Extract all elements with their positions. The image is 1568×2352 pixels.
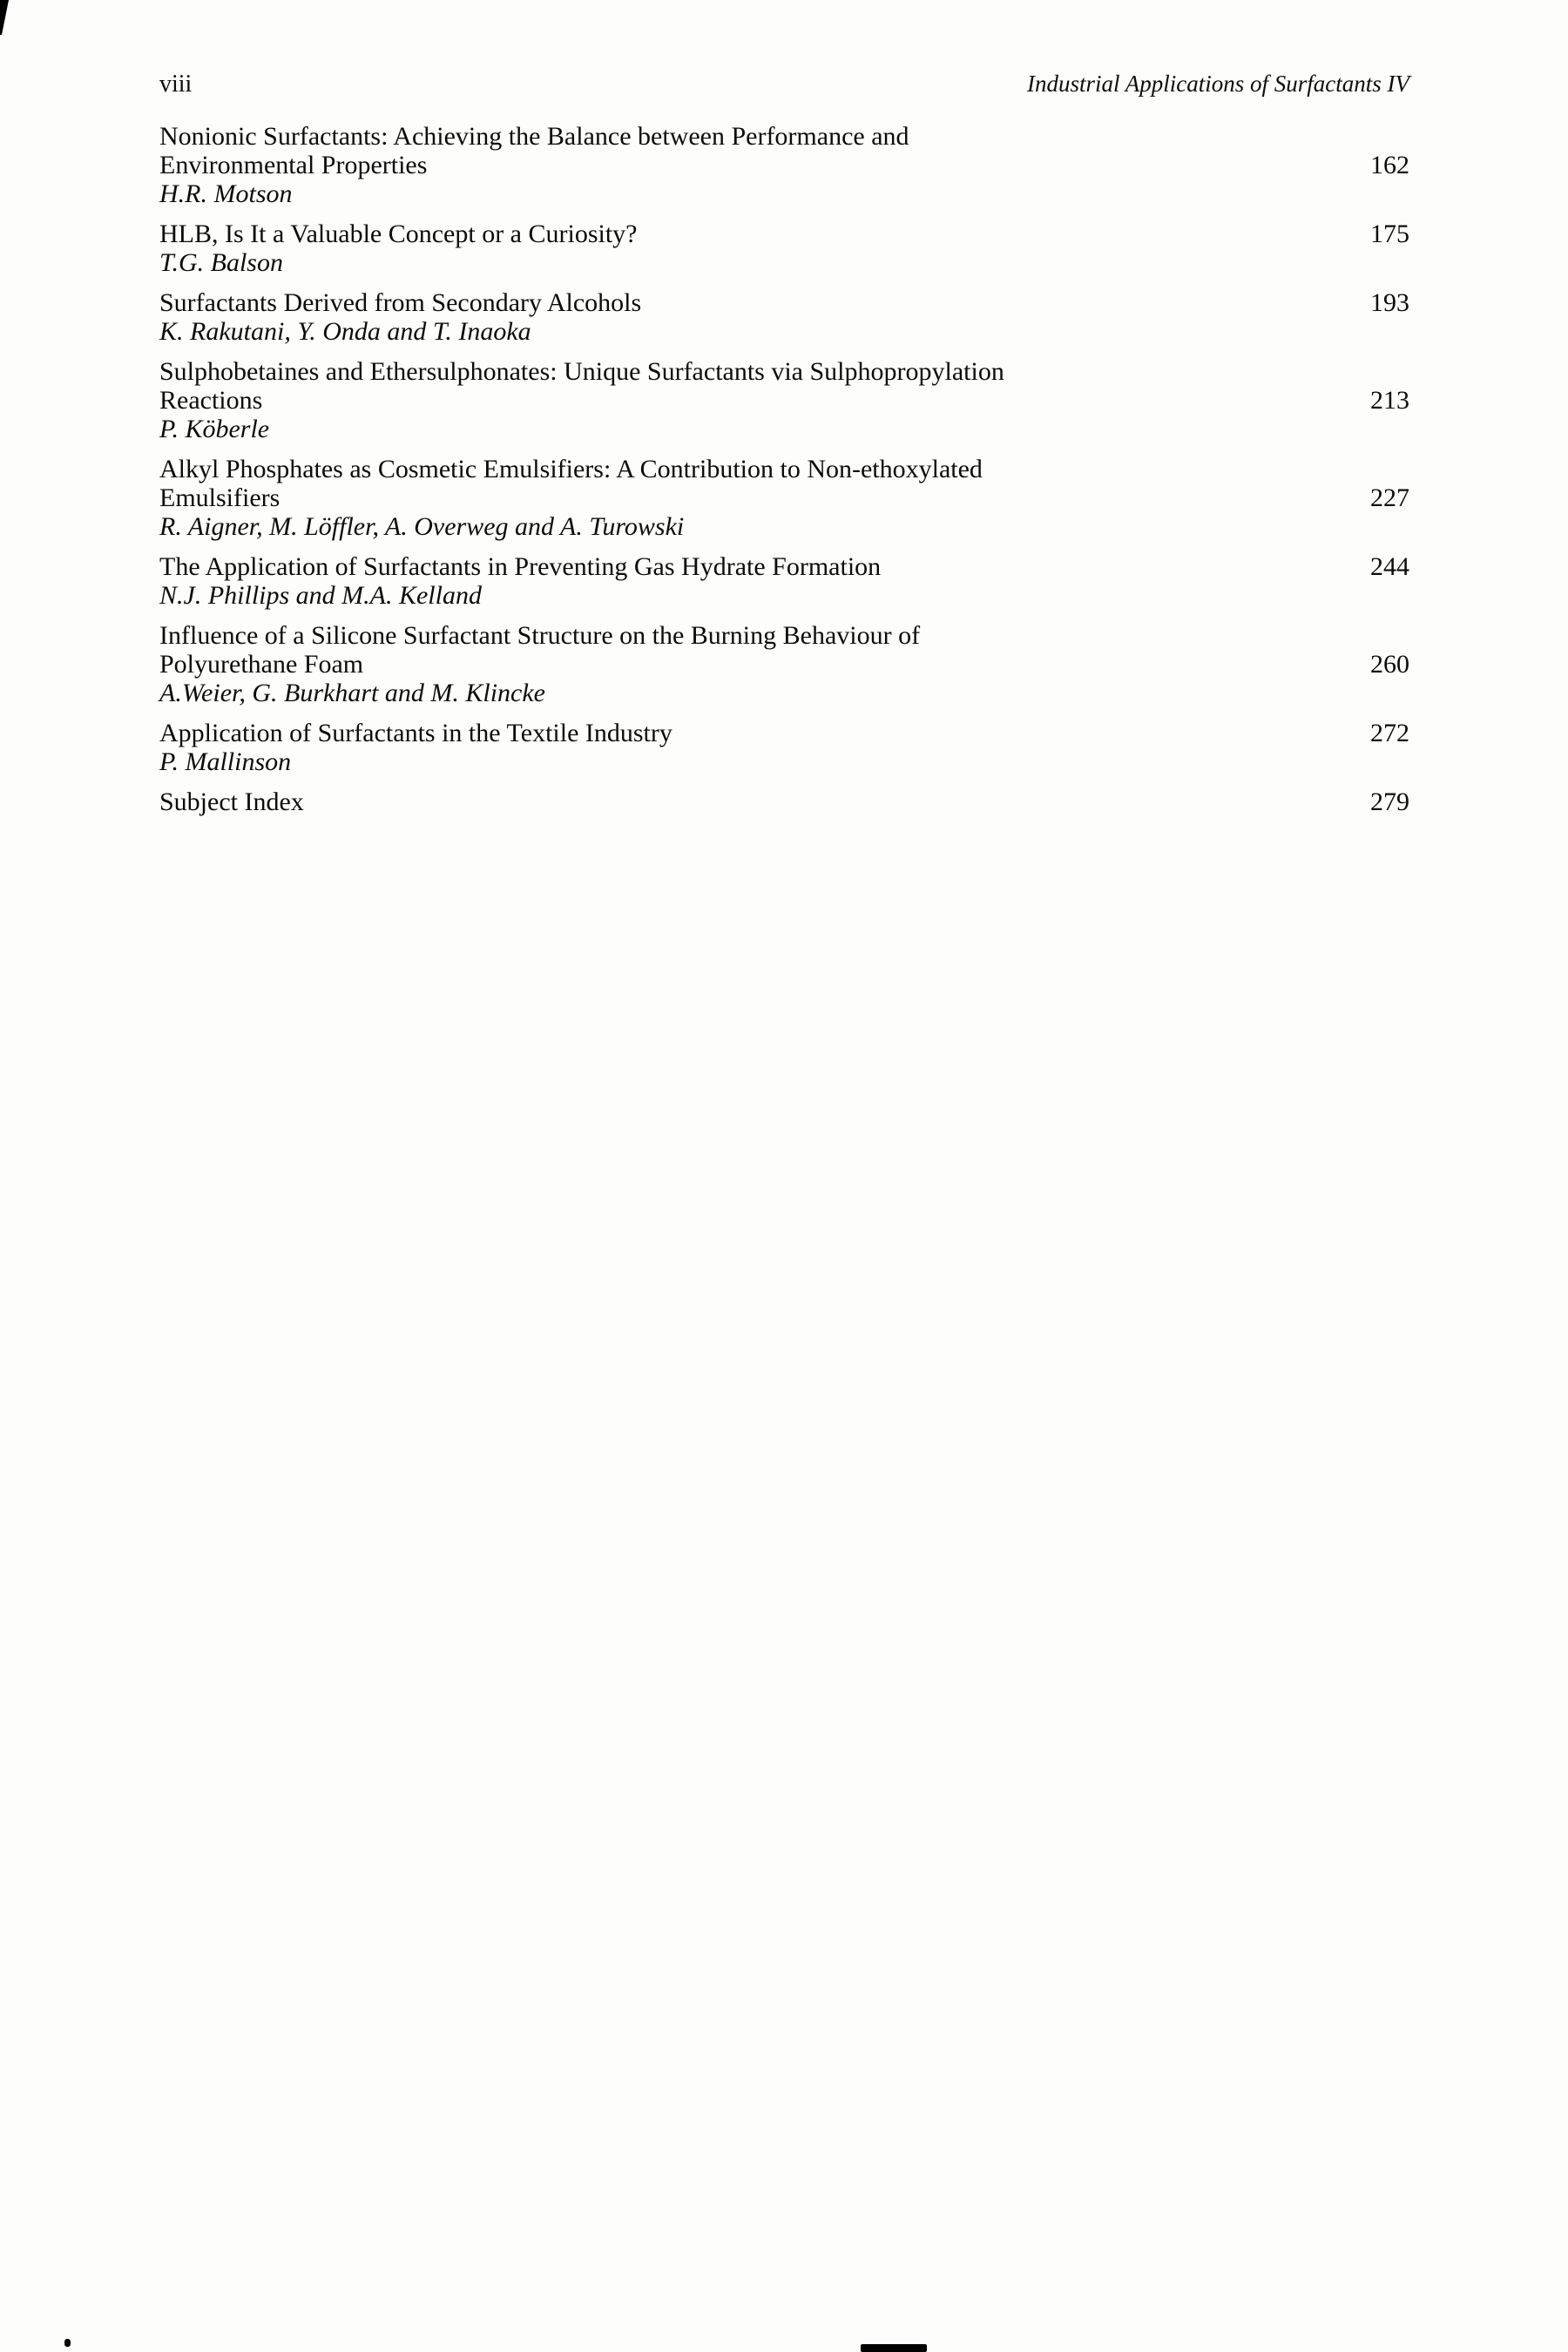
toc-entry (159, 552, 1409, 610)
toc-page-number: 162 (1370, 151, 1409, 179)
toc-authors: A.Weier, G. Burkhart and M. Klincke (159, 679, 545, 707)
toc-title-text: HLB, Is It a Valuable Concept or a Curiosity? (159, 220, 638, 248)
toc-page-number: 260 (1370, 650, 1409, 679)
toc-title-text: Sulphobetaines and Ethersulphonates: Unique Surfactants via Sulphopropylation (159, 357, 1004, 386)
toc-authors: P. Mallinson (159, 747, 292, 776)
toc-title-line (159, 621, 1409, 650)
toc-title-line (159, 386, 1409, 415)
toc-title-line (159, 455, 1409, 483)
toc-entry (159, 787, 1409, 816)
toc-title-line (159, 151, 1409, 179)
toc-entry (159, 357, 1409, 443)
toc-authors: T.G. Balson (159, 248, 283, 277)
toc-authors: P. Köberle (159, 415, 270, 443)
toc-entry (159, 288, 1409, 346)
toc-title-text: Influence of a Silicone Surfactant Structure on the Burning Behaviour of (159, 621, 921, 650)
scan-artifact (861, 2344, 927, 2352)
toc-page-number: 213 (1370, 386, 1409, 415)
toc-entry (159, 719, 1409, 776)
toc-title-text: Nonionic Surfactants: Achieving the Balance between Performance and (159, 122, 909, 151)
toc-title-line (159, 650, 1409, 679)
toc-title-text: Polyurethane Foam (159, 650, 364, 679)
toc-title-line (159, 220, 1409, 248)
toc-title-text: The Application of Surfactants in Preventing Gas Hydrate Formation (159, 552, 882, 581)
running-header: Industrial Applications of Surfactants IV (1026, 71, 1409, 97)
toc-title-line (159, 357, 1409, 386)
toc-title-line (159, 122, 1409, 151)
toc-entry (159, 621, 1409, 707)
toc-title-line (159, 483, 1409, 512)
toc-title-text: Alkyl Phosphates as Cosmetic Emulsifiers: A Contribution to Non-ethoxylated (159, 455, 983, 483)
toc-entry (159, 220, 1409, 277)
toc-page-number: 227 (1370, 483, 1409, 512)
toc-page-number: 279 (1370, 787, 1409, 816)
toc-title-text: Surfactants Derived from Secondary Alcohols (159, 288, 642, 317)
toc-title-line (159, 787, 1409, 816)
page-header (159, 70, 1409, 98)
toc-title-text: Emulsifiers (159, 483, 280, 512)
toc-authors: R. Aigner, M. Löffler, A. Overweg and A. Turowski (159, 512, 685, 541)
toc-page-number: 272 (1370, 719, 1409, 747)
scan-artifact (64, 2339, 71, 2347)
toc-list (159, 122, 1409, 816)
toc-title-text: Subject Index (159, 787, 304, 816)
toc-title-line (159, 719, 1409, 747)
toc-title-text: Environmental Properties (159, 151, 428, 179)
toc-page-number: 244 (1370, 552, 1409, 581)
toc-authors: N.J. Phillips and M.A. Kelland (159, 581, 482, 610)
toc-page-number: 193 (1370, 288, 1409, 317)
toc-authors: K. Rakutani, Y. Onda and T. Inaoka (159, 317, 531, 346)
page-folio: viii (159, 71, 193, 98)
toc-title-text: Reactions (159, 386, 263, 415)
toc-page-number: 175 (1370, 220, 1409, 248)
toc-title-text: Application of Surfactants in the Textile Industry (159, 719, 672, 747)
toc-title-line (159, 552, 1409, 581)
toc-authors: H.R. Motson (159, 179, 293, 208)
toc-entry (159, 122, 1409, 208)
toc-title-line (159, 288, 1409, 317)
toc-entry (159, 455, 1409, 541)
